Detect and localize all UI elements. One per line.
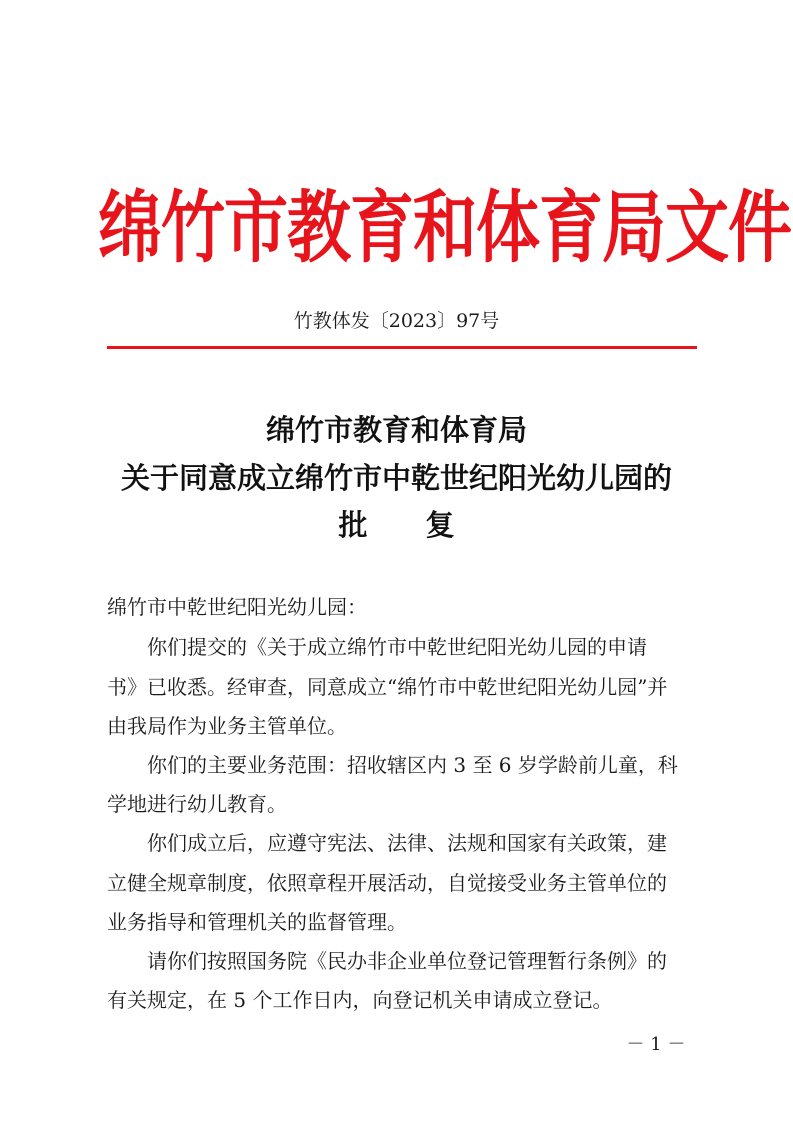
title-word-fu: 复 <box>425 508 455 542</box>
title-line-2: 关于同意成立绵竹市中乾世纪阳光幼儿园的 <box>120 461 672 495</box>
body-line: 书》已收悉。经审查，同意成立“绵竹市中乾世纪阳光幼儿园”并 <box>107 675 668 699</box>
title-line-1: 绵竹市教育和体育局 <box>265 413 527 447</box>
issuer-masthead: 绵竹市教育和体育局文件 <box>98 183 791 275</box>
body-line: 你们的主要业务范围：招收辖区内 3 至 6 岁学龄前儿童，科 <box>147 753 678 777</box>
page-number: － 1 － <box>626 1034 686 1055</box>
body-line: 有关规定，在 5 个工作日内，向登记机关申请成立登记。 <box>107 988 613 1012</box>
body-line: 请你们按照国务院《民办非企业单位登记管理暂行条例》的 <box>147 949 667 973</box>
body-line: 你们提交的《关于成立绵竹市中乾世纪阳光幼儿园的申请 <box>147 635 647 659</box>
body-line: 立健全规章制度，依照章程开展活动，自觉接受业务主管单位的 <box>107 871 667 895</box>
addressee: 绵竹市中乾世纪阳光幼儿园： <box>107 595 367 619</box>
title-line-3 <box>0 506 793 544</box>
body-line: 学地进行幼儿教育。 <box>107 792 287 816</box>
body-line: 由我局作为业务主管单位。 <box>107 714 347 738</box>
body-line: 业务指导和管理机关的监督管理。 <box>107 910 407 934</box>
title-word-pi: 批 <box>338 508 368 542</box>
document-number: 竹教体发〔2023〕97号 <box>293 310 500 332</box>
red-divider-line <box>107 346 697 349</box>
body-line: 你们成立后，应遵守宪法、法律、法规和国家有关政策，建 <box>147 831 667 855</box>
